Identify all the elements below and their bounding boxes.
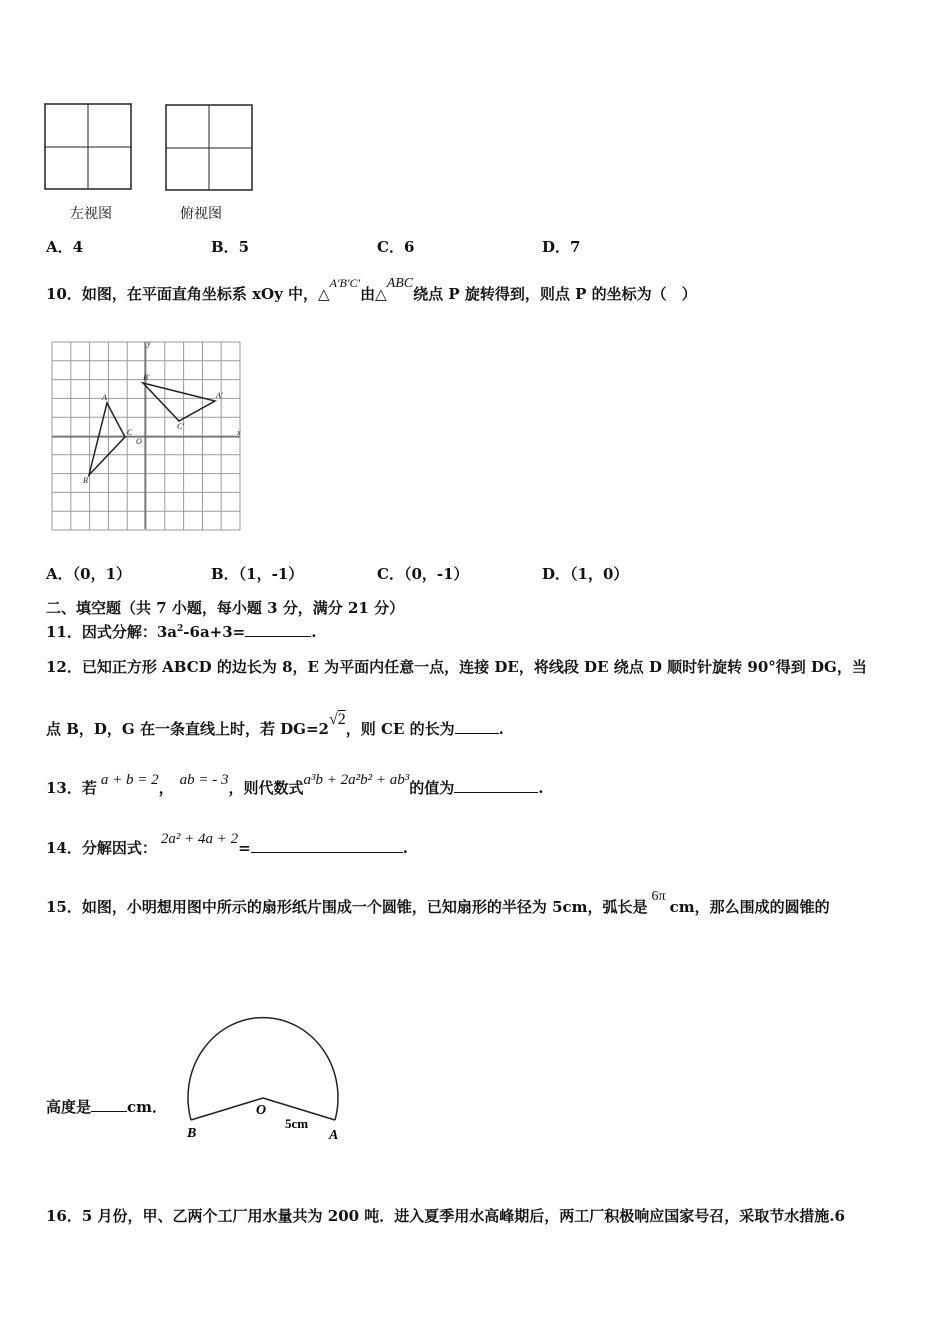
q10-option-d: D．（1，0） xyxy=(542,565,629,583)
center-o-label: O xyxy=(256,1103,267,1118)
point-c-label: C xyxy=(127,428,133,437)
q14-expression: 2a² + 4a + 2 xyxy=(160,831,239,847)
q12-sqrt-value: 2 xyxy=(337,711,346,728)
point-a-prime-label: A′ xyxy=(216,391,223,400)
q13-condition-2: ab = - 3 xyxy=(179,772,229,788)
q10-stem xyxy=(46,276,697,304)
q10-mid: 由△ xyxy=(360,285,387,303)
q15-line2-prefix: 高度是 xyxy=(46,1098,92,1116)
q13-condition-1: a + b = 2 xyxy=(100,772,159,788)
point-b-label: B xyxy=(187,1126,197,1141)
q10-suffix: 绕点 P 旋转得到，则点 P 的坐标为（ ） xyxy=(413,285,697,303)
q15-line2-suffix: cm． xyxy=(127,1098,168,1116)
q10-option-a: A．（0，1） xyxy=(46,565,132,583)
q14-answer-blank[interactable] xyxy=(251,838,403,853)
radius-ob xyxy=(191,1098,263,1120)
q15-line2 xyxy=(46,1096,167,1117)
q12-end: . xyxy=(498,720,504,738)
origin-label: O xyxy=(136,437,142,446)
q15-line1-suffix: cm，那么围成的圆锥的 xyxy=(669,898,830,916)
triangle-abc xyxy=(89,403,125,475)
section-heading: 二、填空题（共 7 小题，每小题 3 分，满分 21 分） xyxy=(46,599,405,617)
q15-line1 xyxy=(46,889,830,917)
y-axis-label: y xyxy=(147,339,151,348)
top-view-label: 俯视图 xyxy=(180,206,222,222)
q11-end: . xyxy=(311,623,317,641)
q13-suffix: 的值为 xyxy=(409,779,455,797)
q15-answer-blank[interactable] xyxy=(91,1097,127,1112)
x-axis-label: x xyxy=(237,428,241,437)
q12-sqrt: √2 xyxy=(329,711,346,728)
q11-suffix: -6a+3= xyxy=(183,623,246,641)
q12-line2 xyxy=(46,711,504,739)
q13-expression: a³b + 2a²b² + ab³ xyxy=(303,772,410,788)
q15-arc-length: 6π xyxy=(651,889,666,904)
q14-end: . xyxy=(402,839,408,857)
top-view-figure xyxy=(165,104,255,192)
q13-answer-blank[interactable] xyxy=(454,778,538,793)
point-a-label: A xyxy=(102,393,107,402)
q10-triangle-prime: A′B′C′ xyxy=(329,276,361,290)
radius-label: 5cm xyxy=(285,1116,309,1131)
q12-answer-blank[interactable] xyxy=(455,719,499,734)
q10-triangle: ABC xyxy=(386,276,414,291)
q11-answer-blank[interactable] xyxy=(245,622,311,637)
q13-end: . xyxy=(538,779,544,797)
q14-prefix: 14．分解因式： xyxy=(46,839,157,857)
q12-line1: 12．已知正方形 ABCD 的边长为 8，E 为平面内任意一点，连接 DE，将线段 DE 绕点 D 顺时针旋转 90°得到 DG，当 xyxy=(46,658,867,676)
q13-mid: ，则代数式 xyxy=(228,779,304,797)
left-view-figure xyxy=(44,103,134,191)
point-b-label: B xyxy=(83,476,88,485)
q10-prefix: 10．如图，在平面直角坐标系 xOy 中，△ xyxy=(46,285,330,303)
sector-figure xyxy=(183,1015,353,1145)
q9-option-b: B．5 xyxy=(211,238,250,256)
point-c-prime-label: C′ xyxy=(177,422,185,431)
q16-line1: 16．5 月份，甲、乙两个工厂用水量共为 200 吨．进入夏季用水高峰期后，两工厂积极响应国家号召，采取节水措施.6 xyxy=(46,1207,845,1225)
q13-prefix: 13．若 xyxy=(46,779,97,797)
q14-equals: = xyxy=(238,839,251,857)
q11-sup: 2 xyxy=(177,624,184,634)
q12-line2-prefix: 点 B，D，G 在一条直线上时，若 DG=2 xyxy=(46,720,329,738)
coordinate-grid-figure xyxy=(50,340,250,535)
q9-option-d: D．7 xyxy=(542,238,581,256)
q11-prefix: 11．因式分解：3a xyxy=(46,623,178,641)
q14 xyxy=(46,831,408,858)
q10-option-c: C．（0，-1） xyxy=(377,565,469,583)
q9-option-c: C．6 xyxy=(377,238,415,256)
q13-comma: ， xyxy=(158,779,174,797)
point-b-prime-label: B′ xyxy=(143,373,150,382)
q15-line1-prefix: 15．如图，小明想用图中所示的扇形纸片围成一个圆锥，已知扇形的半径为 5cm，弧长是 xyxy=(46,898,648,916)
left-view-label: 左视图 xyxy=(70,206,112,222)
q12-line2-suffix: ，则 CE 的长为 xyxy=(345,720,455,738)
q11 xyxy=(46,621,317,642)
q13 xyxy=(46,772,544,798)
q9-option-a: A．4 xyxy=(46,238,84,256)
q10-option-b: B．（1，-1） xyxy=(211,565,304,583)
triangle-abc-prime xyxy=(143,383,215,421)
point-a-label: A xyxy=(329,1128,339,1143)
